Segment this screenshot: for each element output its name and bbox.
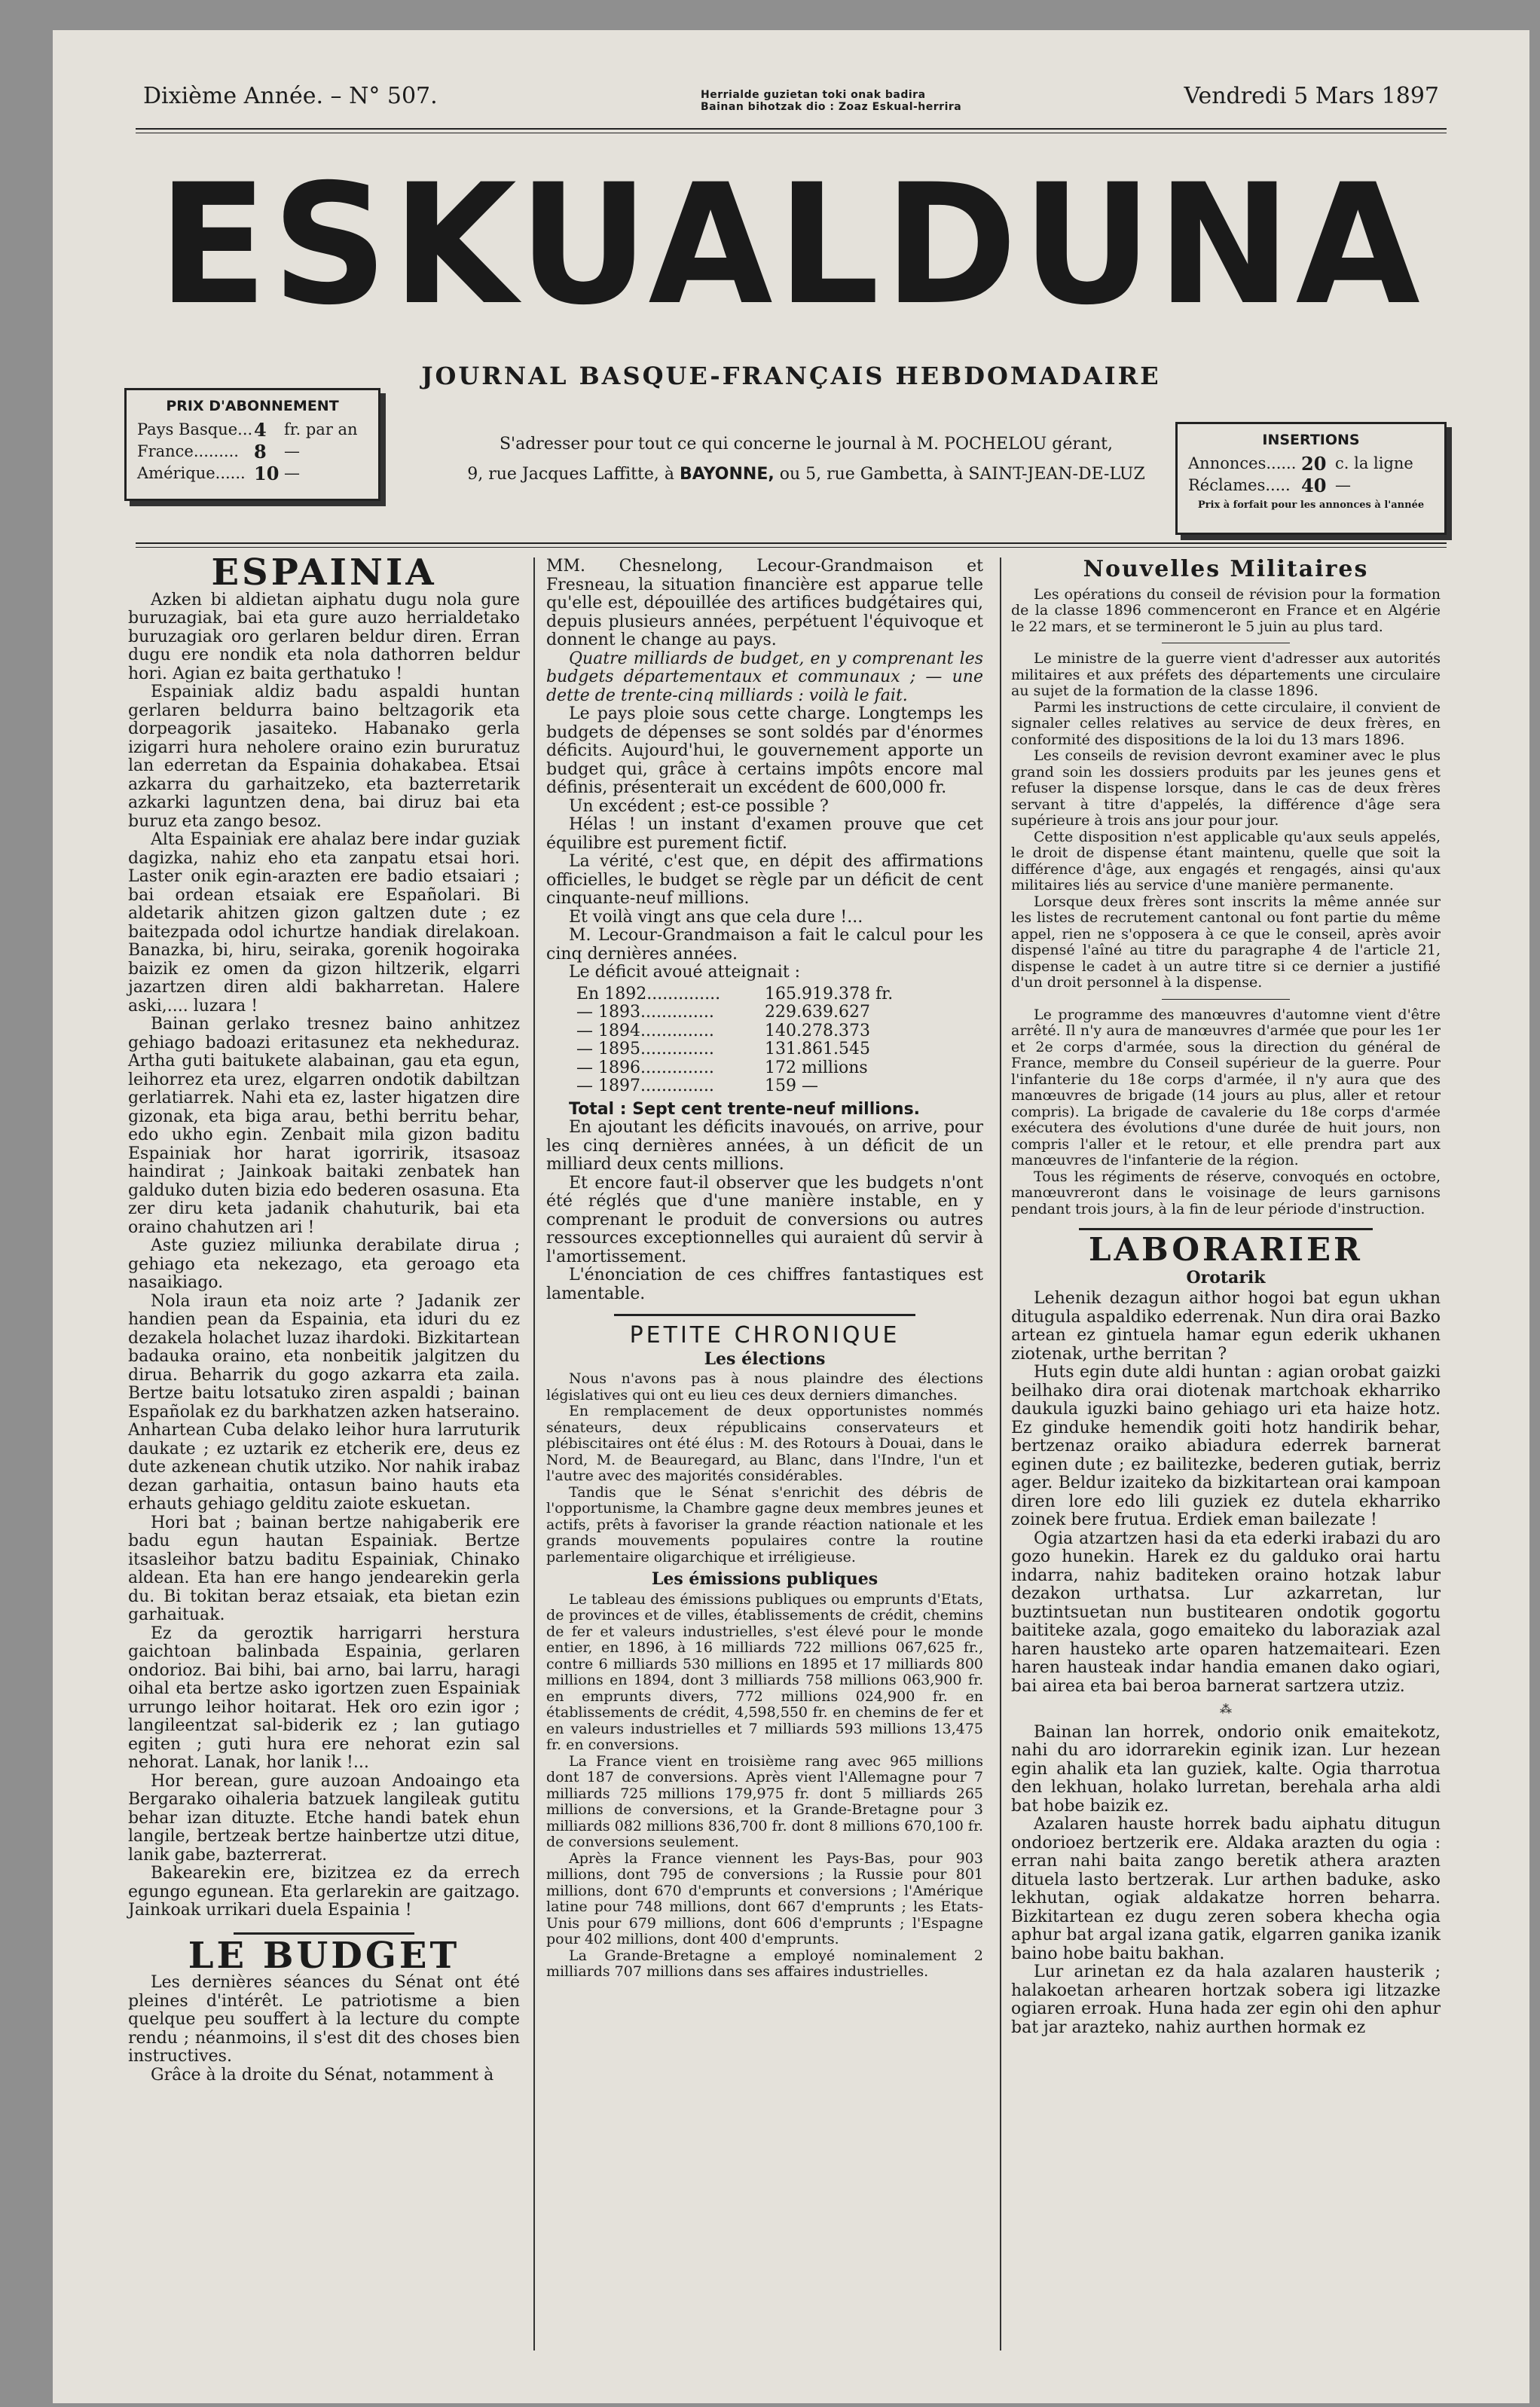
militaires-paragraph: Lorsque deux frères sont inscrits la même année sur les listes de recrutement cantonal ou font partie du même appel, rien ne s'opposera à ce que le conseil, après avoir dispensé l'aîné au titre du paragraphe 4 de l'article 21, dispense le cadet à un autre titre si ce dernier a justifié d'un droit personnel à la dispense. — [1011, 893, 1441, 991]
row-place: Pays Basque... — [137, 420, 253, 438]
chronique-paragraph: Après la France viennent les Pays-Bas, pour 903 millions, dont 795 de conversions ; la Russie pour 801 millions, dont 670 d'emprunts et conversions ; l'Amérique latine pour 748 millions, dont 667 d'emprunts ; les Etats-Unis pour 679 millions, dont 606 d'emprunts ; l'Espagne pour 402 millions, dont 400 d'emprunts. — [546, 1850, 983, 1947]
militaires-text — [1011, 587, 1441, 1218]
espainia-heading: ESPAINIA — [211, 551, 437, 594]
row-price: 8 — [254, 441, 267, 463]
row-label: Annonces...... — [1188, 454, 1297, 472]
laborarier-paragraph: Bainan lan horrek, ondorio onik emaitekotz, nahi du aro idorrarekin eginik izan. Lur hezean egin ahalik eta lan guziek, kalte. Ogia tharrotua den lekhuan, holako lurretan, berehala arha aldi bat hobe baizik ez. — [1011, 1722, 1441, 1816]
espainia-paragraph: Aste guziez miliunka derabilate dirua ; gehiago eta nekezago, eta geroago eta nasaikiago. — [128, 1236, 520, 1292]
budget-paragraph: Et encore faut-il observer que les budgets n'ont été réglés que d'une manière instable, en y comprenant le produit de conversions ou autres ressources exceptionnelles qui auraient dû servir à l'amortissement. — [546, 1173, 983, 1266]
column-1 — [128, 551, 520, 2085]
budget-paragraph: MM. Chesnelong, Lecour-Grandmaison et Fresneau, la situation financière est apparue telle qu'elle est, dépouillée des artifices budgétaires qui, depuis plusieurs années, perpétuent l'équivoque et donnent le change au pays. — [546, 557, 983, 649]
budget-paragraph: Et voilà vingt ans que cela dure !... — [569, 907, 863, 927]
budget-paragraph: Quatre milliards de budget, en y comprenant les budgets départementaux et communaux ; — une dette de trente-cinq milliards : voilà le fait. — [546, 649, 983, 705]
header-rule — [136, 542, 1447, 544]
address-part: 9, rue Jacques Laffitte, à — [467, 465, 680, 484]
subscription-row — [137, 463, 368, 484]
chronique-subheading: Les émissions publiques — [651, 1569, 878, 1589]
laborarier-paragraph: Ogia atzartzen hasi da eta ederki irabazi du aro gozo hunekin. Harek ez du galduko orai hartu indarra, nahiz baditeken oraino hotzak labur dezakon urthatsa. Lur azkarretan, lur buztintsuetan nun bustitearen ondotik gogortu baititeke azala, gogo emaiteko du laboraziak azal haren hausteko arte oparen hatzemaiteari. Ezen haren hausteak indar handia emanen dako ogiari, bai airea eta bai beroa barnerat sartzera utziz. — [1011, 1529, 1441, 1696]
budget-paragraph: En ajoutant les déficits inavoués, on arrive, pour les cinq dernières années, à un déficit de un milliard deux cents millions. — [546, 1118, 983, 1174]
masthead-top — [143, 83, 1439, 128]
subscription-box — [124, 388, 380, 501]
subscription-row — [137, 441, 368, 463]
militaires-paragraph: Le programme des manœuvres d'automne vient d'être arrêté. Il n'y aura de manœuvres d'armée que pour les 1er et 2e corps d'armée, sous la direction du général de France, membre du Conseil supérieur de la guerre. Pour l'infanterie du 18e corps d'armée, il n'y aura que des manœuvres de brigade (14 jours au plus, aller et retour compris). La brigade de cavalerie du 18e corps d'armée exécutera des évolutions d'une durée de huit jours, non compris l'aller et le retour, et elle prendra part aux manœuvres de l'infanterie de la région. — [1011, 1006, 1441, 1168]
laborarier-paragraph: Huts egin dute aldi huntan : agian orobat gaizki beilhako dira orai diotenak martchoak ekharriko daukula iguzki baino gehiago uri eta haize hotz. Ez ginduke hemendik goiti hotz handirik behar, bertzenaz oraiko abiadura ederrek barnerat eginen dute ; ez bailitezke, bederen gutiak, berriz ager. Beldur izaiteko da bizkitartean orai kampoan diren lore edo lili guziek ez dutela ekharriko zoinek bere frutua. Erdiek eman bailezate ! — [1011, 1363, 1441, 1529]
militaires-paragraph: Les opérations du conseil de révision pour la formation de la classe 1896 commenceront en France et en Algérie le 22 mars, et se termineront le 5 juin au plus tard. — [1011, 585, 1441, 635]
insertions-box — [1175, 422, 1447, 535]
militaires-paragraph: Les conseils de revision devront examiner avec le plus grand soin les dossiers produits par les jeunes gens et refuser la dispense lorsque, dans le cas de deux frères servant à titre d'appelés, la différence d'âge sera supérieure à trois ans jour pour jour. — [1011, 747, 1441, 829]
militaires-paragraph: Le ministre de la guerre vient d'adresser aux autorités militaires et aux préfets des départements une circulaire au sujet de la formation de la classe 1896. — [1011, 650, 1441, 699]
header-rule-thin — [136, 547, 1447, 548]
espainia-paragraph: Azken bi aldietan aiphatu dugu nola gure buruzagiak, bai eta gure auzo herrialdetako buruzagiak oro gerlaren beldur diren. Erran dugu ere nondik eta nola dathorren beldur hori. Agian ez baita gerthatuko ! — [128, 590, 520, 683]
column-divider — [1000, 557, 1001, 2350]
deficit-amount: 165.919.378 fr. — [765, 984, 894, 1003]
deficit-row — [576, 1077, 983, 1096]
row-place: France......... — [137, 442, 239, 460]
stars-separator: ⁂ — [1220, 1702, 1232, 1716]
address-part: ou 5, rue Gambetta, à SAINT-JEAN-DE-LUZ — [774, 465, 1145, 484]
militaires-heading: Nouvelles Militaires — [1083, 556, 1369, 582]
newspaper-subtitle: JOURNAL BASQUE-FRANÇAIS HEBDOMADAIRE — [421, 362, 1161, 390]
chronique-text — [546, 1371, 983, 1565]
laborarier-subheading: Orotarik — [1186, 1267, 1266, 1288]
row-unit: — — [284, 442, 300, 460]
budget-paragraph: L'énonciation de ces chiffres fantastiques est lamentable. — [546, 1266, 983, 1303]
insertions-row — [1188, 453, 1434, 475]
insertions-heading: INSERTIONS — [1262, 432, 1360, 448]
row-price: 4 — [254, 419, 267, 441]
row-label: Réclames..... — [1188, 476, 1291, 494]
row-price: 40 — [1301, 475, 1327, 496]
row-price: 20 — [1301, 453, 1327, 475]
motto-line-2: Bainan bihotzak dio : Zoaz Eskual-herrira — [701, 101, 962, 113]
column-3 — [1011, 557, 1441, 2037]
budget-paragraph: M. Lecour-Grandmaison a fait le calcul pour les cinq dernières années. — [546, 926, 983, 964]
section-separator — [614, 1314, 915, 1316]
chronique-paragraph: La Grande-Bretagne a employé nominalement 2 milliards 707 millions dans ses affaires industrielles. — [546, 1947, 983, 1980]
column-divider — [533, 557, 535, 2350]
address-city: BAYONNE, — [679, 465, 775, 484]
deficit-amount: 229.639.627 — [765, 1003, 870, 1022]
espainia-paragraph: Espainiak aldiz badu aspaldi huntan gerlaren beldurra baino beltzagorik eta dorpeagorik jasaiteko. Habanako gerla izigarri hura neholere oraino ezin bururatuz lan ederretan da Espainia dohakabea. Etsai azkarra du garhaitzeko, eta bazterretarik azkarki laguntzen dena, bai diruz bai eta buruz eta zango besoz. — [128, 683, 520, 831]
row-place: Amérique...... — [137, 464, 246, 482]
militaires-paragraph: Tous les régiments de réserve, convoqués en octobre, manœuvreront dans le voisinage de leurs garnisons pendant trois jours, à la fin de leur période d'instruction. — [1011, 1168, 1441, 1217]
laborarier-paragraph: Lur arinetan ez da hala azalaren hausterik ; halakoetan arhearen hortzak sobera igi litzazke ogiaren erroak. Huna hada zer egin ohi den aphur bat jar arazteko, nahiz aurthen hormak ez — [1011, 1963, 1441, 2037]
chronique-subheading: Les élections — [704, 1349, 826, 1369]
subscription-heading: PRIX D'ABONNEMENT — [166, 398, 339, 414]
row-unit: c. la ligne — [1335, 454, 1413, 472]
deficit-row — [576, 1003, 983, 1022]
masthead-rule — [136, 128, 1447, 130]
deficit-row — [576, 1040, 983, 1059]
deficit-amount: 131.861.545 — [765, 1040, 870, 1058]
deficit-row — [576, 985, 983, 1004]
budget-paragraph: Un excédent ; est-ce possible ? — [569, 796, 829, 816]
motto-line-1: Herrialde guzietan toki onak badira — [701, 89, 926, 101]
newspaper-title: ESKUALDUNA — [157, 148, 1425, 341]
espainia-paragraph: Bakearekin ere, bizitzea ez da errech egungo egunean. Eta gerlarekin are gaitzago. Jainkoak urrikari duela Espainia ! — [128, 1864, 520, 1920]
budget-heading: LE BUDGET — [188, 1934, 460, 1977]
masthead-motto — [701, 89, 961, 113]
budget-paragraph: Le pays ploie sous cette charge. Longtemps les budgets de dépenses se sont soldés par d'énormes déficits. Aujourd'hui, le gouvernement apporte un budget qui, grâce à certains impôts encore mal définis, présenterait un excédent de 600,000 fr. — [546, 704, 983, 797]
chronique-text — [546, 1592, 983, 1981]
issue-number: Dixième Année. – N° 507. — [143, 83, 438, 109]
espainia-paragraph: Nola iraun eta noiz arte ? Jadanik zer handien pean da Espainia, eta iduri du ez dezakela holachet luzaz ihardoki. Bizkitartean badauka oraino, eta nonbeitik jalgitzen du dirua. Beharrik du gogo azkarra eta zaila. Bertze baitu lotsatuko ziren aspaldi ; bainan Españolak ez du barkhatzen azken hatseraino. Anhartean Cuba delako leihor hura larruturik daukate ; ez uztarik ez etcherik ere, deus ez dute azkenean chutik utziko. Nor nahik irabaz dezan garhaitia, ontasun baino hauts eta erhauts gehiago gelditu zaiote eskuetan. — [128, 1291, 520, 1514]
chronique-heading: PETITE CHRONIQUE — [629, 1322, 900, 1349]
insertions-note: Prix à forfait pour les annonces à l'année — [1197, 499, 1425, 511]
subscription-row — [137, 419, 368, 441]
laborarier-paragraph: Azalaren hauste horrek badu aiphatu ditugun ondorioez bertzerik ere. Aldaka arazten du ogia : erran nahi baita zango beretik athera arazten dituela lasto bertzerak. Lur arthen baduke, asko lekhutan, ogiak aldakatze horren beharra. Bizkitartean ez dugu zeren sobera khecha ogia aphur bat argal izana gatik, elgarren ganika izanik baino hobe baitu bakhan. — [1011, 1815, 1441, 1963]
chronique-paragraph: Nous n'avons pas à nous plaindre des élections législatives qui ont eu lieu ces deux derniers dimanches. — [546, 1370, 983, 1404]
address-line-1: S'adresser pour tout ce qui concerne le journal à M. POCHELOU gérant, — [499, 435, 1114, 454]
address-line-2 — [407, 460, 1205, 490]
chronique-paragraph: Le tableau des émissions publiques ou emprunts d'Etats, de provinces et de villes, établissements de crédit, chemins de fer et valeurs industrielles, s'est élevé pour le monde entier, en 1896, à 16 milliards 722 millions 067,625 fr., contre 6 milliards 530 millions en 1895 et 17 milliards 800 millions en 1894, dont 3 milliards 758 millions 063,900 fr. en emprunts divers, 772 millions 024,900 fr. en établissements de crédit, 4,598,550 fr. en chemins de fer et en valeurs industrielles et 7 milliards 593 millions 13,475 fr. en conversions. — [546, 1590, 983, 1753]
column-2 — [546, 557, 983, 1981]
espainia-paragraph: Bainan gerlako tresnez baino anhitzez gehiago badoazi eritasunez eta nekheduraz. Artha guti baitukete alabainan, gau eta egun, leihorrez eta urez, elgarren ondotik dabiltzan gerlatiarrek. Nahi eta ez, laster higatzen dire gizonak, eta biga arau, bethi berritu behar, edo ukho egin. Zenbait mila gizon baditu Espainiak hor harat igorririk, itsasoaz haindirat ; Jainkoak baitaki zenbatek han galduko duten bizia edo bederen osasuna. Eta zer diru keta jadanik chahuturik, bai eta oraino chahutzen ari ! — [128, 1015, 520, 1237]
short-rule — [1162, 999, 1290, 1000]
row-unit: — — [284, 464, 300, 482]
deficit-amount: 172 millions — [765, 1058, 868, 1077]
espainia-paragraph: Hor berean, gure auzoan Andoaingo eta Bergarako oihaleria batzuek langileak gutitu behar izan dituzte. Etche handi batek ehun langile, bertzeak bertze hainbertze utzi ditue, lanik gabe, bazterrerat. — [128, 1771, 520, 1865]
newspaper-page — [53, 30, 1529, 2403]
budget-paragraph: Les dernières séances du Sénat ont été pleines d'intérêt. Le patriotisme a bien quelque peu souffert à la lecture du compte rendu ; néanmoins, il s'est dit des choses bien instructives. — [128, 1973, 520, 2066]
deficit-year: En 1892.............. — [576, 984, 721, 1003]
deficit-year: — 1894.............. — [576, 1021, 714, 1040]
chronique-paragraph: La France vient en troisième rang avec 965 millions dont 187 de conversions. Après vient l'Allemagne pour 7 milliards 725 millions 179,975 fr. dont 5 milliards 265 millions de conversions, et la Grande-Bretagne pour 3 milliards 082 millions 836,700 fr. dont 8 millions 670,100 fr. de conversions seulement. — [546, 1752, 983, 1850]
insertions-row — [1188, 475, 1434, 496]
row-unit: — — [1335, 476, 1351, 494]
deficit-total: Total : Sept cent trente-neuf millions. — [569, 1099, 921, 1119]
deficit-table — [576, 985, 983, 1096]
deficit-year: — 1893.............. — [576, 1003, 714, 1022]
deficit-year: — 1895.............. — [576, 1040, 714, 1058]
row-unit: fr. par an — [284, 420, 358, 438]
budget-paragraph: Le déficit avoué atteignait : — [569, 963, 801, 982]
contact-address — [407, 429, 1205, 490]
espainia-paragraph: Alta Espainiak ere ahalaz bere indar guziak dagizka, nahiz eho eta zanpatu etsai hori. Laster onik egin-arazten ere badio etsaiari ; bai ordean etsaiak ere Españolari. Bi aldetarik ahitzen gizon galtzen dute ; ez baitezpada odol ichurtze handiak direlakoan. Banazka, bi, hiru, seiraka, gorenik hogoiraka baizik ez omen da gizon hiltzerik, elgarri jazartzen diren aldi bakharretan. Halere aski,.... luzara ! — [128, 830, 520, 1016]
deficit-amount: 159 — — [765, 1077, 818, 1095]
issue-date: Vendredi 5 Mars 1897 — [1184, 83, 1439, 109]
row-price: 10 — [254, 463, 280, 484]
section-separator — [1079, 1228, 1373, 1230]
budget-paragraph: Hélas ! un instant d'examen prouve que cet équilibre est purement fictif. — [546, 815, 983, 853]
espainia-paragraph: Ez da geroztik harrigarri herstura gaichtoan balinbada Espainia, gerlaren ondorioz. Bai bihi, bai arno, bai larru, haragi oihal eta bertze asko igortzen zuen Espainiak urrungo leihor hoitarat. Hek oro ezin igor ; langileentzat sal-biderik ez ; lan gutiago egiten ; guti hura ere nehorat ezin sal nehorat. Lanak, hor lanik !... — [128, 1624, 520, 1772]
budget-paragraph: La vérité, c'est que, en dépit des affirmations officielles, le budget se règle par un déficit de cent cinquante-neuf millions. — [546, 852, 983, 908]
militaires-paragraph: Cette disposition n'est applicable qu'aux seuls appelés, le droit de dispense étant maintenu, quelle que soit la différence d'âge, aux engagés et rengagés, ainsi qu'aux militaires liés au service d'une manière permanente. — [1011, 828, 1441, 893]
budget-paragraph: Grâce à la droite du Sénat, notamment à — [151, 2065, 494, 2085]
deficit-row — [576, 1059, 983, 1078]
espainia-paragraph: Hori bat ; bainan bertze nahigaberik ere badu egun hautan Espainiak. Bertze itsasleihor batzu baditu Espainiak, Chinako aldean. Eta han ere hango jendearekin gerla du. Bi tokitan beraz etsaiak, eta bietan ezin garhaituak. — [128, 1513, 520, 1624]
deficit-year: — 1896.............. — [576, 1058, 714, 1077]
deficit-amount: 140.278.373 — [765, 1021, 870, 1040]
deficit-year: — 1897.............. — [576, 1077, 714, 1095]
deficit-row — [576, 1022, 983, 1041]
laborarier-heading: LABORARIER — [1089, 1231, 1363, 1268]
laborarier-paragraph: Lehenik dezagun aithor hogoi bat egun ukhan ditugula aspaldiko ederrenak. Nun dira orai Bazko artean ez gintuela hamar egun ederik ukhanen ziotenak, urthe berritan ? — [1011, 1289, 1441, 1364]
chronique-paragraph: En remplacement de deux opportunistes nommés sénateurs, deux républicains conservateurs et plébiscitaires ont été élus : M. des Rotours à Douai, dans le Nord, M. de Beauregard, au Blanc, dans l'Indre, l'un et l'autre avec des majorités considérables. — [546, 1403, 983, 1484]
militaires-paragraph: Parmi les instructions de cette circulaire, il convient de signaler celles relatives au service de deux frères, en conformité des dispositions de la loi du 13 mars 1896. — [1011, 698, 1441, 748]
chronique-paragraph: Tandis que le Sénat s'enrichit des débris de l'opportunisme, la Chambre gagne deux membres jeunes et actifs, prêts à favoriser la grande réaction nationale et les grands mouvements populaires contre la routine parlementaire oligarchique et irréligieuse. — [546, 1483, 983, 1565]
